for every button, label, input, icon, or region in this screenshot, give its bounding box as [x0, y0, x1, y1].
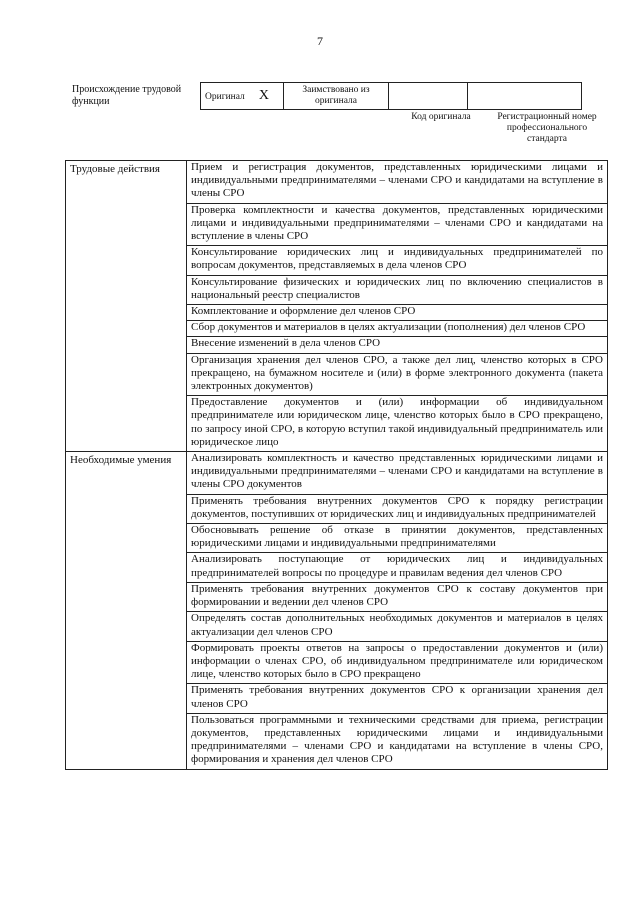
section-item: Формировать проекты ответов на запросы о предоставлении документов и (или) информации о членах СРО, об индивидуальном предпринимателе или юридическом лице, членство которых было в СРО прекращено	[187, 641, 608, 684]
section-item: Консультирование юридических лиц и индивидуальных предпринимателей по вопросам документов, представляемых в дела членов СРО	[187, 246, 608, 275]
original-label: Оригинал	[205, 91, 245, 102]
section-item: Организация хранения дел членов СРО, а также дел лиц, членство которых в СРО прекращено, на бумажном носителе и (или) в форме электронного документа (пакета электронных документов)	[187, 353, 608, 396]
original-cell	[201, 83, 284, 110]
section-item: Обосновывать решение об отказе в принятии документов, представленных юридическими лицами и индивидуальными предпринимателями	[187, 524, 608, 553]
original-mark: X	[258, 87, 269, 103]
code-cell	[389, 83, 468, 110]
origin-label: Происхождение трудовой функции	[72, 84, 182, 107]
section-header: Необходимые умения	[66, 452, 187, 769]
section-item: Комплектование и оформление дел членов СРО	[187, 305, 608, 321]
table-row	[66, 161, 608, 204]
section-item: Применять требования внутренних документов СРО к организации хранения дел членов СРО	[187, 684, 608, 713]
section-item: Анализировать комплектность и качество представленных юридическими лицами и индивидуальными предпринимателями – членами СРО и кандидатами на вступление в члены СРО документов	[187, 452, 608, 495]
reg-number-cell	[468, 83, 582, 110]
section-item: Внесение изменений в дела членов СРО	[187, 337, 608, 353]
origin-table	[200, 82, 582, 110]
section-item: Прием и регистрация документов, представленных юридическими лицами и индивидуальными предпринимателями – членами СРО и кандидатами на вступление в члены СРО	[187, 161, 608, 204]
section-item: Проверка комплектности и качества документов, представленных юридическими лицами и индивидуальными предпринимателями – членами СРО и кандидатами на вступление в члены СРО	[187, 203, 608, 246]
section-item: Предоставление документов и (или) информации об индивидуальном предпринимателе или юридическом лице, членство которых было в СРО прекращено, по запросу иной СРО, в которую вступил такой индивидуальный предприниматель или юридическое лицо	[187, 396, 608, 452]
section-item: Консультирование физических и юридических лиц по включению специалистов в национальный реестр специалистов	[187, 275, 608, 304]
section-item: Применять требования внутренних документов СРО к составу документов при формировании и ведении дел членов СРО	[187, 582, 608, 611]
reg-number-label: Регистрационный номер профессионального стандарта	[497, 112, 597, 144]
section-item: Пользоваться программными и техническими средствами для приема, регистрации документов, представленных юридическими лицами и индивидуальными предпринимателями – членами СРО и кандидатами на вступление в члены СРО, формирования и хранения дел членов СРО	[187, 713, 608, 769]
section-header: Трудовые действия	[66, 161, 187, 452]
code-original-label: Код оригинала	[411, 112, 471, 122]
labor-functions-table	[65, 160, 608, 770]
borrowed-cell: Заимствовано из оригинала	[284, 83, 389, 110]
section-item: Сбор документов и материалов в целях актуализации (пополнения) дел членов СРО	[187, 321, 608, 337]
page-number: 7	[317, 34, 323, 48]
section-item: Применять требования внутренних документов СРО к порядку регистрации документов, поступивших от юридических лиц и индивидуальных предпринимателей	[187, 494, 608, 523]
section-item: Анализировать поступающие от юридических лиц и индивидуальных предпринимателей вопросы по процедуре и правилам ведения дел членов СРО	[187, 553, 608, 582]
section-item: Определять состав дополнительных необходимых документов и материалов в целях актуализации дел членов СРО	[187, 612, 608, 641]
table-row	[66, 452, 608, 495]
